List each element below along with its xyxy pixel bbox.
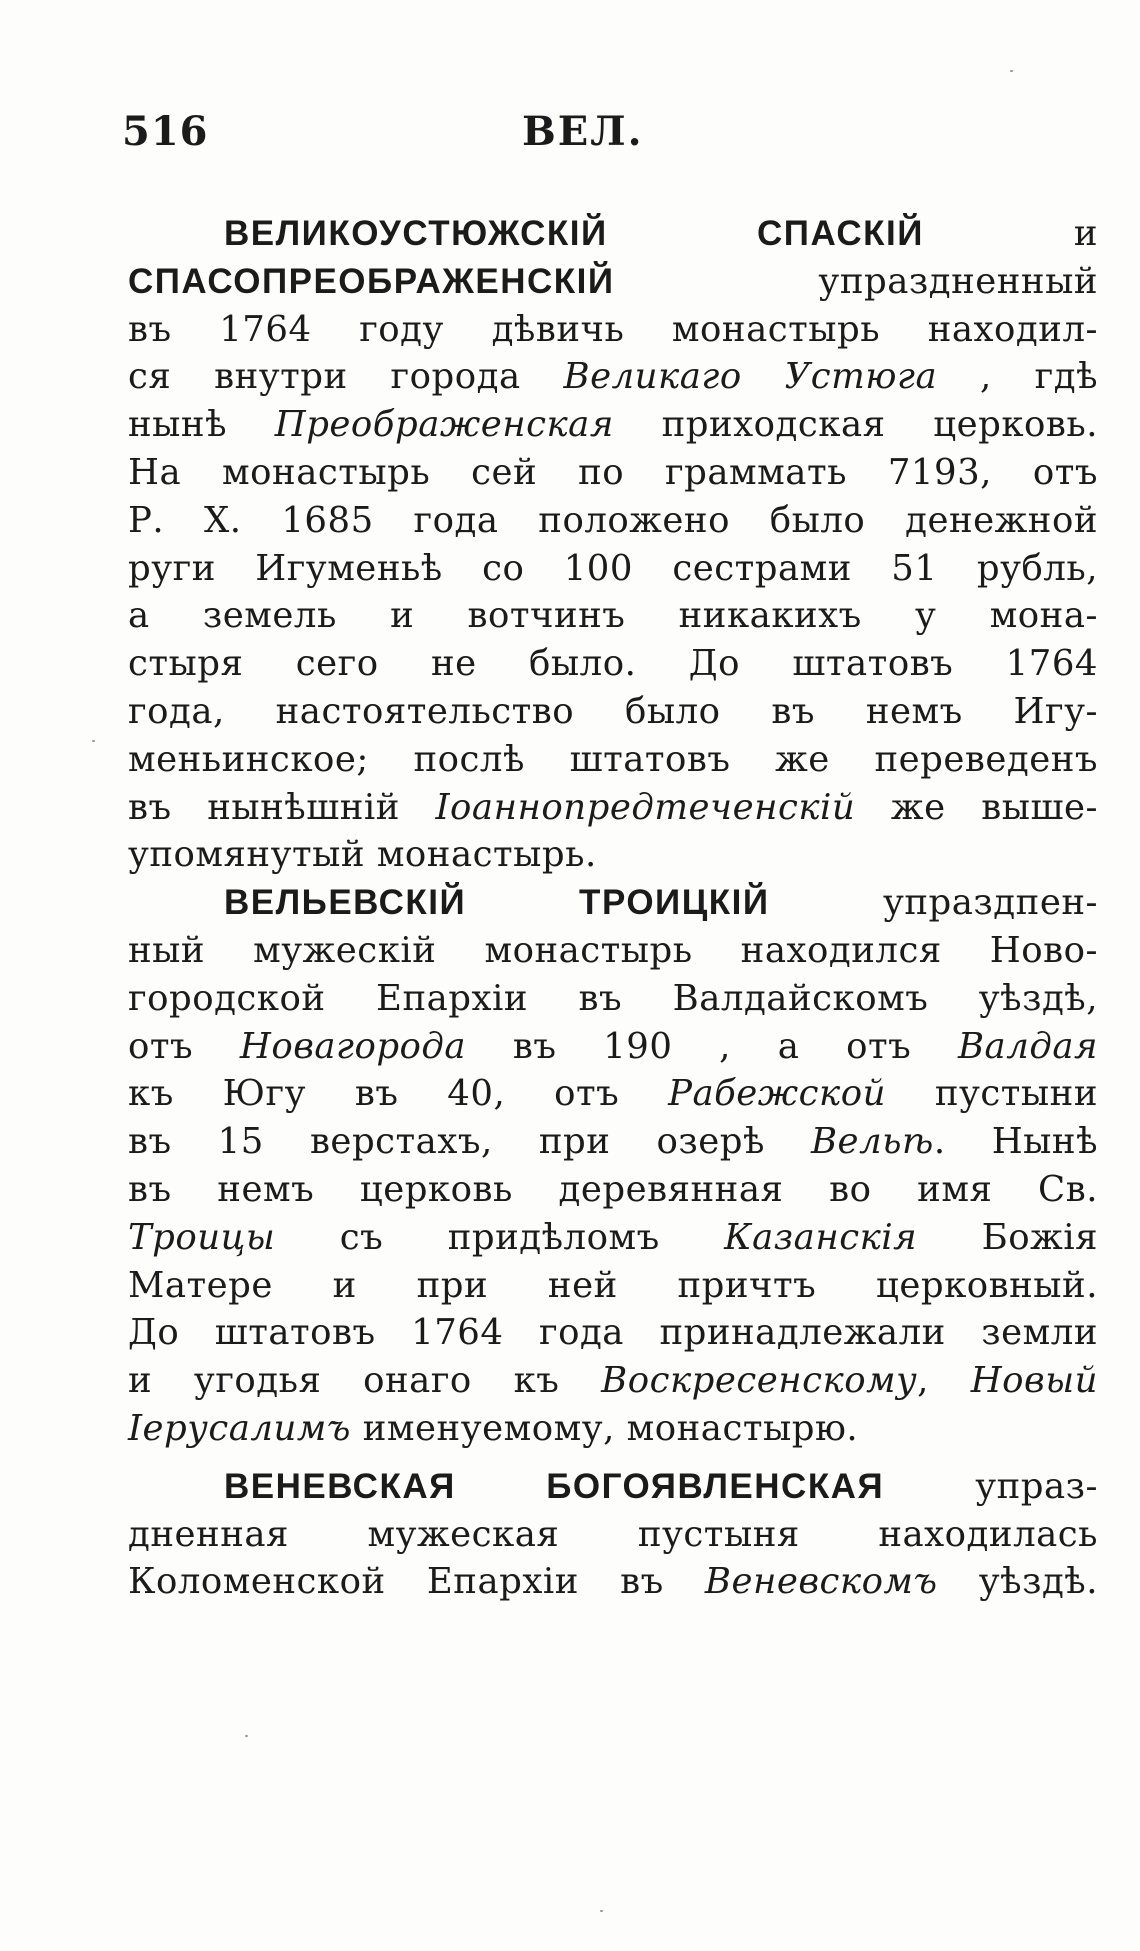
entry-heading: ВЕЛЬЕВСКІЙ ТРОИЦКІЙ [224, 883, 770, 923]
text-line: нынѣ Преображенская приходская церковь. [128, 404, 1098, 446]
text-line: Іерусалимъ именуемому, монастырю. [128, 1407, 859, 1449]
text-line: Троицы съ придѣломъ Казанскія Божія [128, 1216, 1098, 1258]
text-line: Коломенской Епархіи въ Веневскомъ уѣздѣ. [128, 1561, 1098, 1603]
text-line: года, настоятельство было въ немъ Игу- [128, 690, 1098, 732]
paper-speck [1010, 70, 1013, 72]
lake-name: Вельѣ [810, 1121, 934, 1163]
text-line: СПАСОПРЕОБРАЖЕНСКІЙ упраздненный [128, 260, 1098, 302]
entry-velikoustyuzhsky [128, 210, 1098, 879]
text-line: въ 15 верстахъ, при озерѣ Вельѣ. Нынѣ [128, 1121, 1098, 1163]
text-line: ся внутри города Великаго Устюга , гдѣ [128, 356, 1098, 398]
entry-heading: СПАСОПРЕОБРАЖЕНСКІЙ [128, 261, 615, 301]
text-line: ВЕЛИКОУСТЮЖСКІЙ СПАСКІЙ и [224, 213, 1098, 254]
text-line: Р. Х. 1685 года положено было денежной [128, 499, 1098, 541]
text-line: городской Епархіи въ Валдайскомъ уѣздѣ, [128, 977, 1098, 1019]
text-line: отъ Новагорода въ 190 , а отъ Валдая [128, 1025, 1098, 1067]
text-line: въ нынѣшній Іоаннопредтеченскій же выше- [128, 786, 1098, 828]
text-line: ВЕЛЬЕВСКІЙ ТРОИЦКІЙ упраздпен- [224, 882, 1098, 924]
paper-speck [245, 1735, 248, 1737]
entry-velyevsky [128, 879, 1098, 1453]
text-line: Матере и при ней причтъ церковный. [128, 1264, 1098, 1306]
text-line: въ 1764 году дѣвичь монастырь находил- [128, 308, 1098, 350]
church-name: Троицы [128, 1216, 276, 1258]
text-line: До штатовъ 1764 года принадлежали земли [128, 1312, 1098, 1354]
monastery-name: Воскресенскому [601, 1360, 918, 1402]
body-text [128, 210, 1098, 1606]
text-line: къ Югу въ 40, отъ Рабежской пустыни [128, 1073, 1098, 1115]
text-line: упомянутый монастырь. [128, 834, 597, 876]
running-head-title: ВЕЛ. [522, 108, 644, 155]
paper-speck [92, 740, 95, 742]
place-name: Рабежской [668, 1073, 886, 1115]
monastery-name: Іерусалимъ [128, 1407, 351, 1449]
place-name: Новагорода [239, 1025, 467, 1067]
text-line: ный мужескій монастырь находился Ново- [128, 929, 1098, 971]
text-line: стыря сего не было. До штатовъ 1764 [128, 643, 1098, 685]
place-name: Великаго Устюга [563, 356, 938, 398]
paper-speck [600, 1910, 603, 1912]
entry-heading: ВЕНЕВСКАЯ БОГОЯВЛЕНСКАЯ [224, 1466, 885, 1506]
text-line: меньинское; послѣ штатовъ же переведенъ [128, 738, 1098, 780]
place-name: Валдая [957, 1025, 1098, 1067]
entry-heading: ВЕЛИКОУСТЮЖСКІЙ СПАСКІЙ [224, 214, 924, 253]
monastery-name: Новый [970, 1360, 1098, 1402]
icon-name: Казанскія [724, 1216, 918, 1258]
monastery-name: Іоаннопредтеченскій [435, 786, 856, 828]
text-line: ВЕНЕВСКАЯ БОГОЯВЛЕНСКАЯ упраз- [224, 1465, 1098, 1507]
page-number: 516 [122, 108, 209, 155]
text-line: дненная мужеская пустыня находилась [128, 1513, 1098, 1555]
text-line: и угодья онаго къ Воскресенскому, Новый [128, 1360, 1098, 1402]
text-line: руги Игуменьѣ со 100 сестрами 51 рубль, [128, 547, 1098, 589]
text-line: въ немъ церковь деревянная во имя Св. [128, 1168, 1098, 1210]
district-name: Веневскомъ [704, 1561, 938, 1603]
text-line: а земель и вотчинъ никакихъ у мона- [128, 595, 1098, 637]
church-name: Преображенская [274, 404, 614, 446]
text-line: На монастырь сей по граммать 7193, отъ [128, 451, 1098, 493]
running-head [122, 108, 992, 168]
entry-venevskaya [128, 1463, 1098, 1606]
